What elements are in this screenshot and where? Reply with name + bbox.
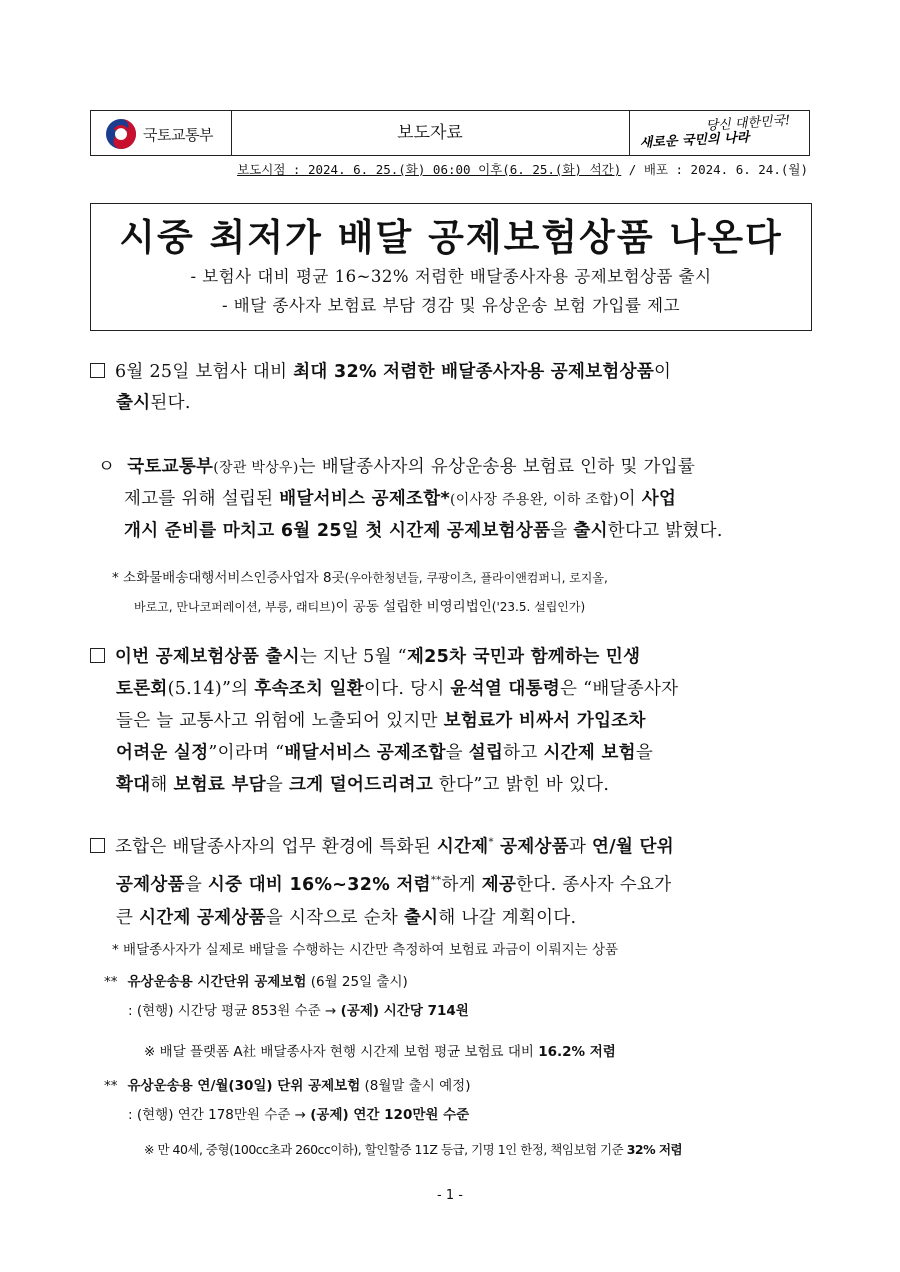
page-number: - 1 - (437, 1188, 463, 1203)
title-box (90, 203, 812, 331)
hourly-discount-note: ※ 배달 플랫폼 A社 배달종사자 현행 시간제 보험 평균 보험료 대비 16.2% 저렴 (144, 1044, 616, 1060)
checkbox-bullet-icon (90, 838, 105, 853)
checkbox-bullet-icon (90, 648, 105, 663)
paragraph-3: 이번 공제보험상품 출시는 지난 5월 “제25차 국민과 함께하는 민생 토론회(5.14)”의 후속조치 일환이다. 당시 윤석열 대통령은 “배달종사자 들은 늘 교통사고 위험에 노출되어 있지만 보험료가 비싸서 가입조차 어려운 실정”이라며 “배달서비스 공제조합을 설립하고 시간제 보험을 확대해 보험료 부담을 크게 덜어드리려고 한다”고 밝힌 바 있다. (90, 641, 820, 801)
release-info (237, 160, 808, 178)
handwritten-slogan (636, 113, 806, 153)
paragraph-1: 6월 25일 보험사 대비 최대 32% 저렴한 배달종사자용 공제보험상품이 출시된다. (90, 357, 820, 419)
footnote-1: * 소화물배송대행서비스인증사업자 8곳(우아한청년들, 쿠팡이츠, 플라이앤컴퍼니, 로지올, 바로고, 만나코퍼레이션, 부릉, 래티브)이 공동 설립한 비영리법인('23.5. 설립인가) (112, 570, 608, 615)
ministry-logo (105, 117, 213, 151)
checkbox-bullet-icon (90, 363, 105, 378)
subtitle-2: - 배달 종사자 보험료 부담 경감 및 유상운송 보험 가입률 제고 (221, 296, 681, 315)
taegeuk-emblem-icon (105, 118, 137, 150)
footnote-hourly-product: ** 유상운송용 시간단위 공제보험 (6월 25일 출시) (104, 974, 408, 990)
svg-text:새로운 국민의 나라: 새로운 국민의 나라 (639, 130, 750, 151)
document-type: 보도자료 (397, 123, 463, 143)
footnote-annual-product: ** 유상운송용 연/월(30일) 단위 공제보험 (8월말 출시 예정) (104, 1078, 471, 1094)
circle-bullet: ㅇ (98, 457, 116, 477)
subtitle-1: - 보험사 대비 평균 16~32% 저렴한 배달종사자용 공제보험상품 출시 (190, 267, 712, 286)
release-time: 보도시점 : 2024. 6. 25.(화) 06:00 이후(6. 25.(화) 석간) (237, 162, 622, 177)
paragraph-2: ㅇ 국토교통부(장관 박상우)는 배달종사자의 유상운송용 보험료 인하 및 가입률 제고를 위해 설립된 배달서비스 공제조합*(이사장 주용완, 이하 조합)이 사업 개시 준비를 마치고 6월 25일 첫 시간제 공제보험상품을 출시한다고 밝혔다. (98, 457, 723, 541)
paragraph-4: 조합은 배달종사자의 업무 환경에 특화된 시간제* 공제상품과 연/월 단위 공제상품을 시중 대비 16%~32% 저렴**하게 제공한다. 종사자 수요가 큰 시간제 공제상품을 시작으로 순차 출시해 나갈 계획이다. (90, 826, 820, 935)
ministry-name: 국토교통부 (143, 125, 213, 144)
hourly-price-comparison: : (현행) 시간당 평균 853원 수준 → (공제) 시간당 714원 (128, 1003, 469, 1019)
annual-discount-note: ※ 만 40세, 중형(100cc초과 260cc이하), 할인할증 11Z 등급, 기명 1인 한정, 책임보험 기준 32% 저렴 (144, 1142, 683, 1157)
distribution-date: / 배포 : 2024. 6. 24.(월) (621, 162, 808, 177)
svg-text:당신 대한민국!: 당신 대한민국! (705, 113, 791, 134)
footnote-hourly-definition: * 배달종사자가 실제로 배달을 수행하는 시간만 측정하여 보험료 과금이 이뤄지는 상품 (112, 942, 619, 958)
annual-price-comparison: : (현행) 연간 178만원 수준 → (공제) 연간 120만원 수준 (128, 1107, 470, 1123)
headline: 시중 최저가 배달 공제보험상품 나온다 (119, 216, 783, 259)
header-box (90, 110, 810, 156)
